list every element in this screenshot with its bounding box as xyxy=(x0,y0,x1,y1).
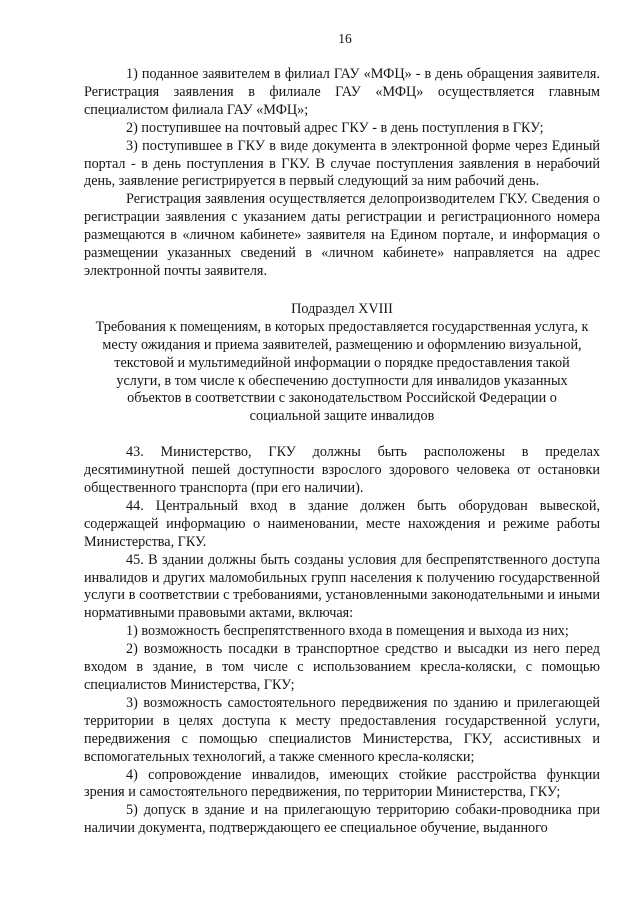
paragraph-item-2: 2) поступившее на почтовый адрес ГКУ - в день поступления в ГКУ; xyxy=(126,119,544,136)
subsection-title: Требования к помещениям, в которых предоставляется государственная услуга, к месту ожидания и приема заявителей, размещению и оформлению визуальной, текстовой и мультимедийной информации о порядке предоставления такой услуги, в том числе к обеспечению доступности для инвалидов указанных объектов в соответствии с законодательством Российской Федерации о социальной защите инвалидов xyxy=(95,318,589,425)
paragraph-item-1: 1) поданное заявителем в филиал ГАУ «МФЦ» - в день обращения заявителя. Регистрация заявления в филиале ГАУ «МФЦ» осуществляется главным специалистом филиала ГАУ «МФЦ»; xyxy=(84,66,600,118)
paragraph-registration: Регистрация заявления осуществляется делопроизводителем ГКУ. Сведения о регистрации заявления с указанием даты регистрации и регистрационного номера размещаются в «личном кабинете» заявителя на Едином портале, и информация о размещении указанных сведений в «личном кабинете» направляется на адрес электронной почты заявителя. xyxy=(84,191,600,279)
document-body xyxy=(84,66,600,838)
paragraph-45-item-1: 1) возможность беспрепятственного входа в помещения и выхода из них; xyxy=(126,623,569,640)
subsection-label: Подраздел XVIII xyxy=(291,300,393,317)
paragraph-item-3: 3) поступившее в ГКУ в виде документа в электронной форме через Единый портал - в день поступления в ГКУ. В случае поступления заявления в нерабочий день, заявление регистрируется в первый следующий за ним рабочий день. xyxy=(84,137,600,190)
paragraph-45-item-4: 4) сопровождение инвалидов, имеющих стойкие расстройства функции зрения и самостоятельного передвижения, по территории Министерства, ГКУ; xyxy=(84,766,600,801)
paragraph-43: 43. Министерство, ГКУ должны быть расположены в пределах десятиминутной пешей доступности взрослого здорового человека от остановки общественного транспорта (при его наличии). xyxy=(84,444,600,497)
paragraph-45: 45. В здании должны быть созданы условия для беспрепятственного доступа инвалидов и других маломобильных групп населения к получению государственной услуги в соответствии с требованиями, установленными законодательными и иными нормативными правовыми актами, включая: xyxy=(84,551,600,622)
paragraph-45-item-3: 3) возможность самостоятельного передвижения по зданию и прилегающей территории в целях доступа к месту предоставления государственной услуги, передвижения с помощью специалистов Министерства, ГКУ, ассистивных и вспомогательных технологий, а также сменного кресла-коляски; xyxy=(84,694,600,765)
paragraph-45-item-5: 5) допуск в здание и на прилегающую территорию собаки-проводника при наличии документа, подтверждающего ее специальное обучение, выданного xyxy=(84,802,600,837)
paragraph-45-item-2: 2) возможность посадки в транспортное средство и высадки из него перед входом в здание, в том числе с использованием кресла-коляски, с помощью специалистов Министерства, ГКУ; xyxy=(84,641,600,693)
page-number: 16 xyxy=(338,31,352,46)
paragraph-44: 44. Центральный вход в здание должен быть оборудован вывеской, содержащей информацию о наименовании, месте нахождения и режиме работы Министерства, ГКУ. xyxy=(84,497,600,550)
